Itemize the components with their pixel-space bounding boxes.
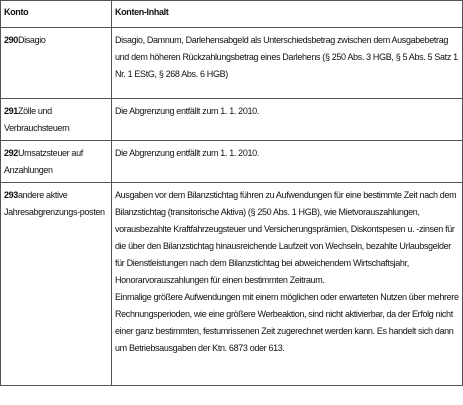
- table-row: [1, 141, 463, 183]
- content-paragraph: Die Abgrenzung entfällt zum 1. 1. 2010.: [115, 106, 259, 116]
- konto-cell: [1, 28, 112, 99]
- konto-number: 292: [4, 148, 18, 158]
- column-header-konto: Konto: [1, 1, 112, 28]
- content-paragraph: Die Abgrenzung entfällt zum 1. 1. 2010.: [115, 148, 259, 158]
- table-row: [1, 28, 463, 99]
- konto-number: 290: [4, 35, 18, 45]
- table-row: [1, 99, 463, 141]
- konto-content-cell: [112, 99, 463, 141]
- konto-content-cell: [112, 141, 463, 183]
- konto-cell: [1, 141, 112, 183]
- konto-name: Umsatzsteuer auf Anzahlungen: [4, 148, 83, 175]
- konto-cell: [1, 183, 112, 386]
- konto-cell: [1, 99, 112, 141]
- konto-content-cell: [112, 183, 463, 386]
- content-paragraph: Ausgaben vor dem Bilanzstichtag führen zu Aufwendungen für eine bestimmte Zeit nach dem Bilanzstichtag (transitorische Aktiva) (§ 250 Abs. 1 HGB), wie Mietvorauszahlungen, vorausbezahlte Kraftfahrzeugsteuer und Versicherungsprämien, Diskontspesen u. -zinsen für die über den Bilanzstichtag hinausreichende Laufzeit von Wechseln, bezahlte Urlaubsgelder für Dienstleistungen nach dem Bilanzstichtag bei abweichendem Wirtschaftsjahr, Honorarvorauszahlungen für einen bestimmten Zeitraum.: [115, 190, 457, 285]
- konto-name: andere aktive Jahresabgrenzungs-posten: [4, 190, 105, 217]
- table-row: [1, 183, 463, 386]
- content-paragraph: Disagio, Damnum, Darlehensabgeld als Unterschiedsbetrag zwischen dem Ausgabebetrag und dem höheren Rückzahlungsbetrag eines Darlehens (§ 250 Abs. 3 HGB, § 5 Abs. 5 Satz 1 Nr. 1 EStG, § 268 Abs. 6 HGB): [115, 35, 458, 79]
- konto-name: Disagio: [17, 35, 46, 45]
- konto-number: 293: [4, 190, 18, 200]
- konto-number: 291: [4, 106, 18, 116]
- content-paragraph: Einmalige größere Aufwendungen mit einem möglichen oder erwarteten Nutzen über mehrere Rechnungsperioden, wie eine größere Werbeaktion, sind nicht aktivierbar, da der Erfolg nicht einer ganz bestimmten, festumrissenen Zeit zugerechnet werden kann. Es handelt sich dann um Betriebsausgaben der Ktn. 6873 oder 613.: [115, 292, 459, 353]
- table-header-row: [1, 1, 463, 28]
- konto-content-cell: [112, 28, 463, 99]
- konto-name: Zölle und Verbrauchsteuern: [4, 106, 70, 133]
- column-header-konten-inhalt: Konten-Inhalt: [112, 1, 463, 28]
